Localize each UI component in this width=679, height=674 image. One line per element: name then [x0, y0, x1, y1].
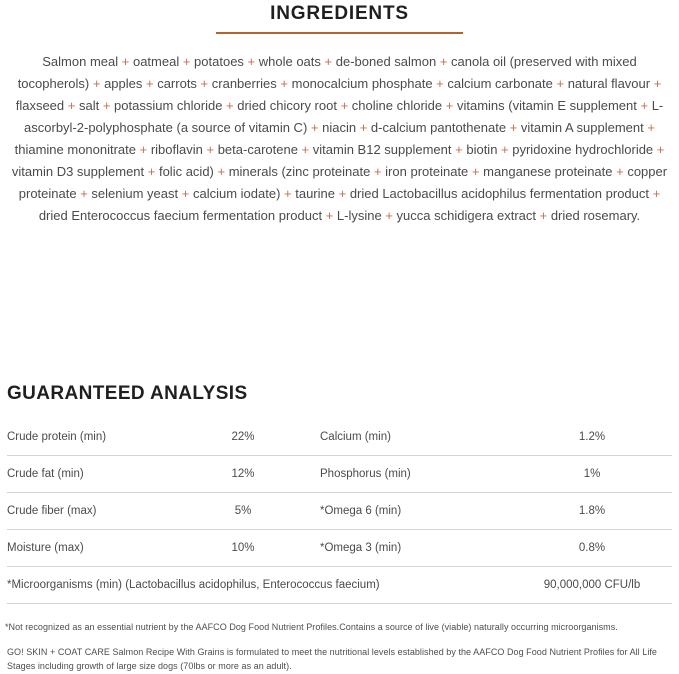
table-row [7, 419, 672, 456]
footnote-asterisk: *Not recognized as an essential nutrient by the AAFCO Dog Food Nutrient Profiles.Contains a source of live (viable) naturally occurring microorganisms. [5, 622, 618, 632]
plus-separator: + [432, 76, 448, 91]
nutrient-value: 1.8% [578, 505, 606, 517]
plus-separator: + [649, 186, 661, 201]
plus-separator: + [322, 208, 337, 223]
plus-separator: + [307, 120, 323, 135]
nutrient-value: 1.2% [578, 431, 606, 443]
plus-separator: + [436, 54, 452, 69]
plus-separator: + [612, 164, 628, 179]
plus-separator: + [381, 208, 397, 223]
plus-separator: + [356, 120, 371, 135]
nutrient-value: 12% [231, 468, 255, 480]
formulation-statement: GO! SKIN + COAT CARE Salmon Recipe With Grains is formulated to meet the nutritional levels established by the AAFCO Dog Food Nutrient Profiles for All Life Stages including growth of large size dogs (70lbs or more as an adult). [7, 647, 657, 671]
plus-separator: + [636, 98, 652, 113]
nutrient-value: 22% [231, 431, 255, 443]
plus-separator: + [118, 54, 133, 69]
nutrient-label: Crude fiber (max) [7, 505, 97, 517]
guaranteed-analysis-section [0, 383, 679, 604]
ingredients-section [0, 4, 679, 227]
ingredients-title: INGREDIENTS [270, 3, 409, 24]
nutrient-value: 90,000,000 CFU/lb [543, 579, 641, 591]
nutrient-label: Crude fat (min) [7, 468, 84, 480]
plus-separator: + [136, 142, 151, 157]
nutrient-label: Calcium (min) [320, 431, 391, 443]
table-row-microorganisms [7, 567, 672, 604]
guaranteed-analysis-title: GUARANTEED ANALYSIS [7, 383, 248, 404]
nutrient-value: 1% [583, 468, 601, 480]
plus-separator: + [468, 164, 484, 179]
ingredients-paragraph: Salmon meal + oatmeal + potatoes + whole oats + de-boned salmon + canola oil (preserved with mixed tocopherols) + apples + carrots + cranberries + monocalcium phosphate + calcium carbonate + natural flavour + flaxseed + salt + potassium chloride + dried chicory root + choline chloride + vitamins (vitamin E supplement + L-ascorbyl-2-polyphosphate (a source of vitamin C) + niacin + d-calcium pantothenate + vitamin A supplement + thiamine mononitrate + riboflavin + beta-carotene + vitamin B12 supplement + biotin + pyridoxine hydrochloride + vitamin D3 supplement + folic acid) + minerals (zinc proteinate + iron proteinate + manganese proteinate + copper proteinate + selenium yeast + calcium iodate) + taurine + dried Lactobacillus acidophilus fermentation product + dried Enterococcus faecium fermentation product + L-lysine + yucca schidigera extract + dried rosemary. [11, 54, 668, 223]
plus-separator: + [320, 54, 336, 69]
plus-separator: + [334, 186, 350, 201]
plus-separator: + [451, 142, 467, 157]
nutrient-label: *Microorganisms (min) (Lactobacillus acidophilus, Enterococcus faecium) [7, 579, 380, 591]
plus-separator: + [213, 164, 229, 179]
table-row [7, 456, 672, 493]
guaranteed-analysis-table [7, 419, 672, 604]
plus-separator: + [179, 54, 195, 69]
table-row [7, 493, 672, 530]
nutrient-label: *Omega 6 (min) [320, 505, 402, 517]
table-row [7, 530, 672, 567]
plus-separator: + [650, 76, 662, 91]
plus-separator: + [222, 98, 238, 113]
nutrient-value: 0.8% [578, 542, 606, 554]
nutrient-value: 10% [231, 542, 255, 554]
nutrient-label: *Omega 3 (min) [320, 542, 402, 554]
plus-separator: + [536, 208, 551, 223]
accent-divider [216, 32, 463, 34]
plus-separator: + [297, 142, 313, 157]
plus-separator: + [552, 76, 568, 91]
nutrient-label: Crude protein (min) [7, 431, 107, 443]
plus-separator: + [202, 142, 218, 157]
plus-separator: + [64, 98, 79, 113]
plus-separator: + [497, 142, 513, 157]
plus-separator: + [336, 98, 352, 113]
plus-separator: + [442, 98, 457, 113]
plus-separator: + [142, 76, 158, 91]
plus-separator: + [196, 76, 212, 91]
plus-separator: + [99, 98, 115, 113]
nutrient-label: Phosphorus (min) [320, 468, 411, 480]
nutrient-value: 5% [234, 505, 252, 517]
plus-separator: + [370, 164, 386, 179]
plus-separator: + [280, 186, 296, 201]
plus-separator: + [178, 186, 193, 201]
plus-separator: + [653, 142, 665, 157]
plus-separator: + [144, 164, 159, 179]
plus-separator: + [276, 76, 292, 91]
plus-separator: + [243, 54, 259, 69]
plus-separator: + [89, 76, 105, 91]
plus-separator: + [76, 186, 92, 201]
nutrient-label: Moisture (max) [7, 542, 84, 554]
plus-separator: + [643, 120, 655, 135]
plus-separator: + [506, 120, 521, 135]
